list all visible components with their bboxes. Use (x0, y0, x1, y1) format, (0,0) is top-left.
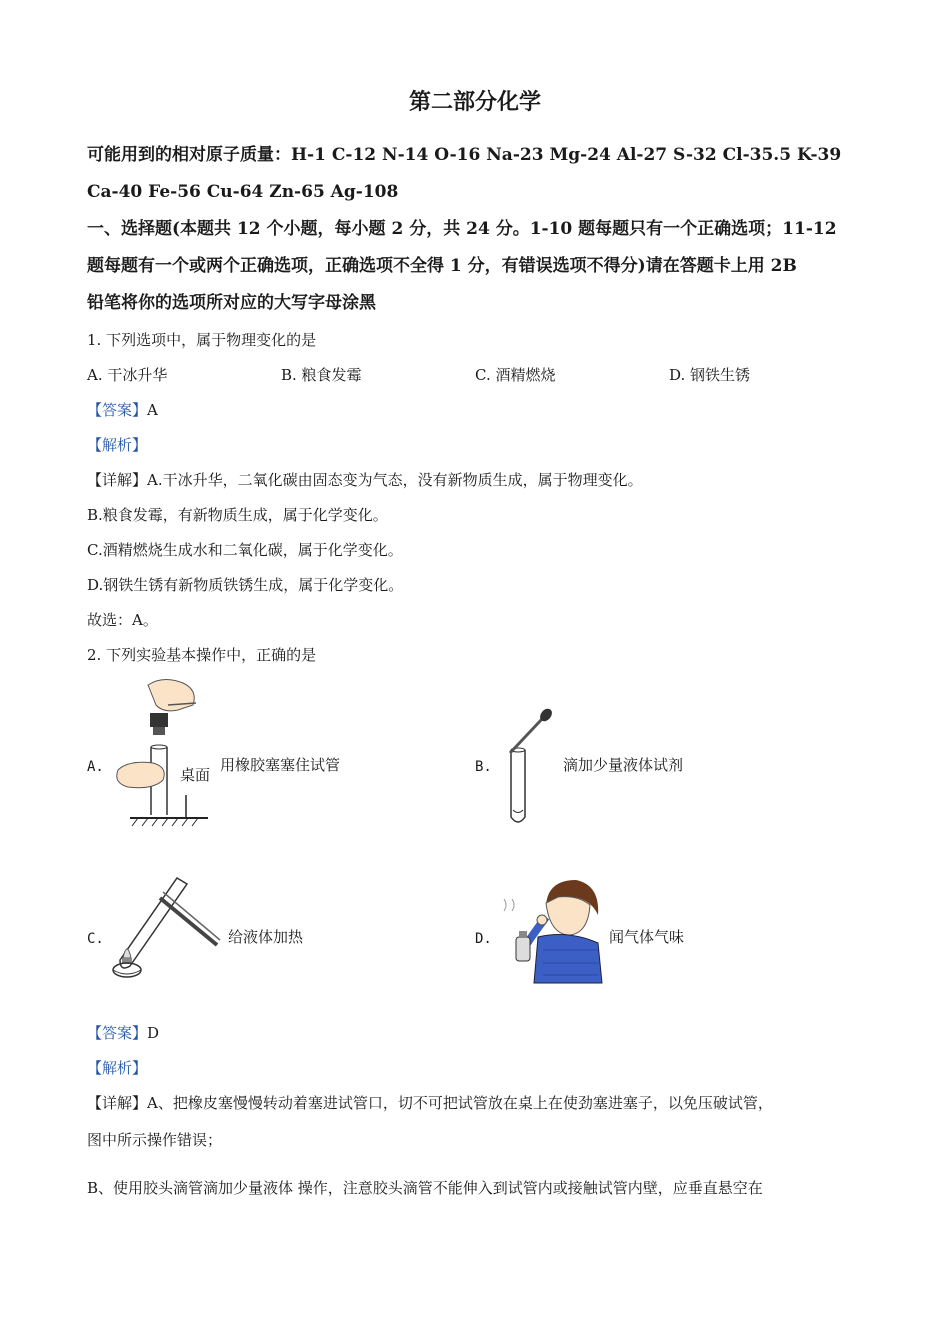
q2-detail-b: B、使用胶头滴管滴加少量液体 操作，注意胶头滴管不能伸入到试管内或接触试管内壁，应垂直悬空在 (87, 1179, 763, 1197)
q2-detail-a (87, 1093, 773, 1113)
section-header-line-1: 一、选择题(本题共 12 个小题，每小题 2 分，共 24 分。1-10 题每题只有一个正确选项；11-12 (87, 219, 837, 239)
q1-option-d: D. 钢铁生锈 (669, 366, 751, 384)
heating-liquid-figure (105, 870, 225, 985)
q2-detail-a-line-1: A、把橡皮塞慢慢转动着塞进试管口，切不可把试管放在桌上在使劲塞进塞子，以免压破试管， (147, 1094, 773, 1112)
answer-tag: 【答案】 (87, 401, 148, 419)
stopper-test-tube-figure (108, 675, 220, 830)
q2-option-d-letter: D. (475, 931, 492, 947)
q1-option-a: A. 干冰升华 (87, 366, 168, 384)
page-title: 第二部分化学 (408, 89, 541, 115)
q2-answer-value: D (147, 1024, 160, 1042)
q2-answer (87, 1023, 159, 1043)
detail-tag: 【详解】 (87, 1094, 148, 1112)
q2-detail-a-line-2: 图中所示操作错误； (87, 1131, 223, 1149)
section-header-line-2: 题每题有一个或两个正确选项，正确选项不全得 1 分，有错误选项不得分)请在答题卡上用 2B (87, 256, 797, 276)
table-label: 桌面 (180, 766, 211, 784)
q2-option-d-caption: 闻气体气味 (609, 928, 685, 946)
q1-option-b: B. 粮食发霉 (281, 366, 362, 384)
q1-option-c: C. 酒精燃烧 (475, 366, 556, 384)
answer-tag: 【答案】 (87, 1024, 148, 1042)
q2-analysis-tag: 【解析】 (87, 1059, 148, 1077)
q1-detail-b: B.粮食发霉，有新物质生成，属于化学变化。 (87, 506, 388, 524)
q1-answer-value: A (147, 401, 158, 419)
q1-answer (87, 400, 158, 420)
q2-option-c-caption: 给液体加热 (228, 928, 304, 946)
detail-tag: 【详解】 (87, 471, 148, 489)
atomic-mass-line-2: Ca-40 Fe-56 Cu-64 Zn-65 Ag-108 (87, 182, 399, 202)
section-header-line-3: 铅笔将你的选项所对应的大写字母涂黑 (87, 293, 376, 313)
q2-option-b-caption: 滴加少量液体试剂 (563, 756, 684, 774)
atomic-mass-line-1: 可能用到的相对原子质量：H-1 C-12 N-14 O-16 Na-23 Mg-24 Al-27 S-32 Cl-35.5 K-39 (87, 145, 842, 165)
dropper-test-tube-figure (498, 705, 563, 830)
q2-option-c-letter: C. (87, 931, 104, 947)
smelling-gas-figure (498, 875, 606, 985)
q2-option-b-letter: B. (475, 759, 492, 775)
q1-detail-c: C.酒精燃烧生成水和二氧化碳，属于化学变化。 (87, 541, 403, 559)
q1-detail-d: D.钢铁生锈有新物质铁锈生成，属于化学变化。 (87, 576, 404, 594)
q1-analysis-tag: 【解析】 (87, 436, 148, 454)
q1-stem: 1. 下列选项中，属于物理变化的是 (87, 331, 317, 349)
q2-option-a-caption: 用橡胶塞塞住试管 (220, 756, 341, 774)
q1-detail-a (87, 470, 643, 490)
q1-detail-line-a: A.干冰升华，二氧化碳由固态变为气态，没有新物质生成，属于物理变化。 (147, 471, 643, 489)
q2-option-a-letter: A. (87, 759, 104, 775)
q2-stem: 2. 下列实验基本操作中，正确的是 (87, 646, 317, 664)
q1-conclusion: 故选：A。 (87, 611, 158, 629)
